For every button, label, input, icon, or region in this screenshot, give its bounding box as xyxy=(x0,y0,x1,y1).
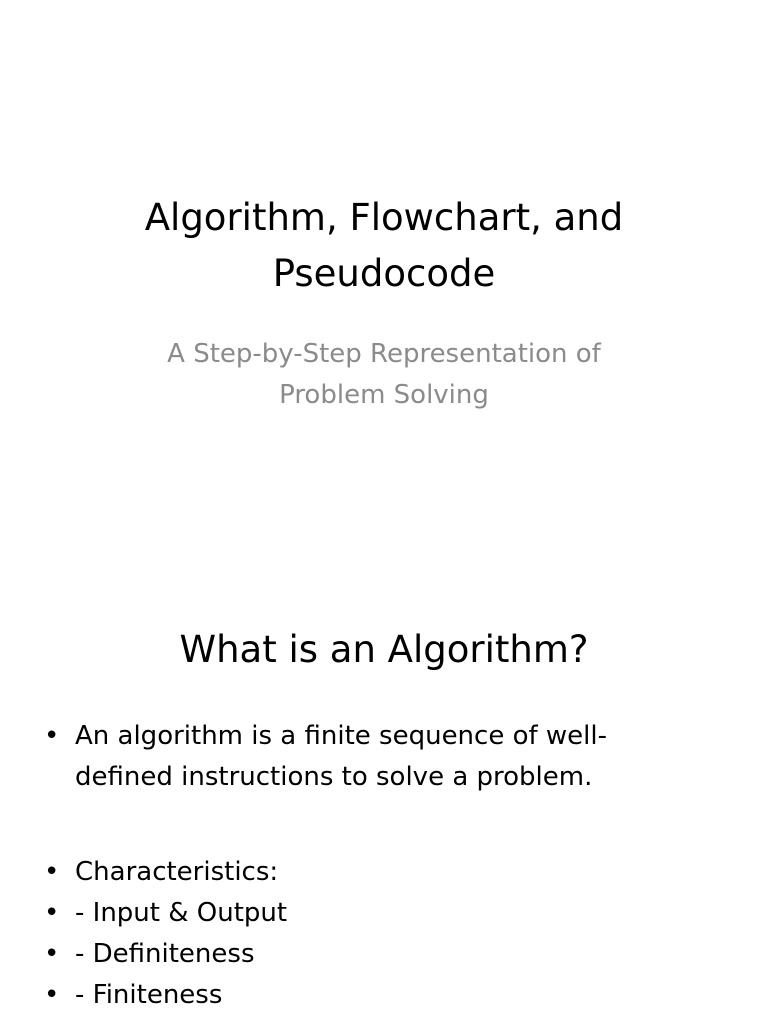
bullet-text: Characteristics: xyxy=(75,857,279,887)
bullet-list xyxy=(0,716,768,1016)
content-slide xyxy=(0,576,768,1024)
slide-title-line-1: Algorithm, Flowchart, and xyxy=(144,196,624,239)
bullet-marker: • xyxy=(44,721,60,751)
slide-title-line-2: Pseudocode xyxy=(272,252,496,295)
bullet-text: - Definiteness xyxy=(75,939,255,969)
slide-heading: What is an Algorithm? xyxy=(179,628,589,671)
bullet-text-line-2: defined instructions to solve a problem. xyxy=(75,762,593,792)
slide-title xyxy=(0,190,768,302)
bullet-marker: • xyxy=(44,939,60,969)
slide-subtitle-line-1: A Step-by-Step Representation of xyxy=(167,339,601,369)
bullet-item-input-output xyxy=(0,893,768,934)
bullet-marker: • xyxy=(44,980,60,1010)
bullet-text: - Input & Output xyxy=(75,898,288,928)
bullet-item-characteristics xyxy=(0,852,768,893)
slide-subtitle-line-2: Problem Solving xyxy=(279,380,489,410)
bullet-marker: • xyxy=(44,857,60,887)
bullet-text: - Finiteness xyxy=(75,980,223,1010)
bullet-text-line-1: An algorithm is a finite sequence of well- xyxy=(75,721,608,751)
bullet-item-definiteness xyxy=(0,934,768,975)
bullet-marker: • xyxy=(44,898,60,928)
bullet-item-definition xyxy=(0,716,768,798)
bullet-item-finiteness xyxy=(0,975,768,1016)
bullet-spacer xyxy=(0,798,768,852)
slide-subtitle xyxy=(0,334,768,416)
